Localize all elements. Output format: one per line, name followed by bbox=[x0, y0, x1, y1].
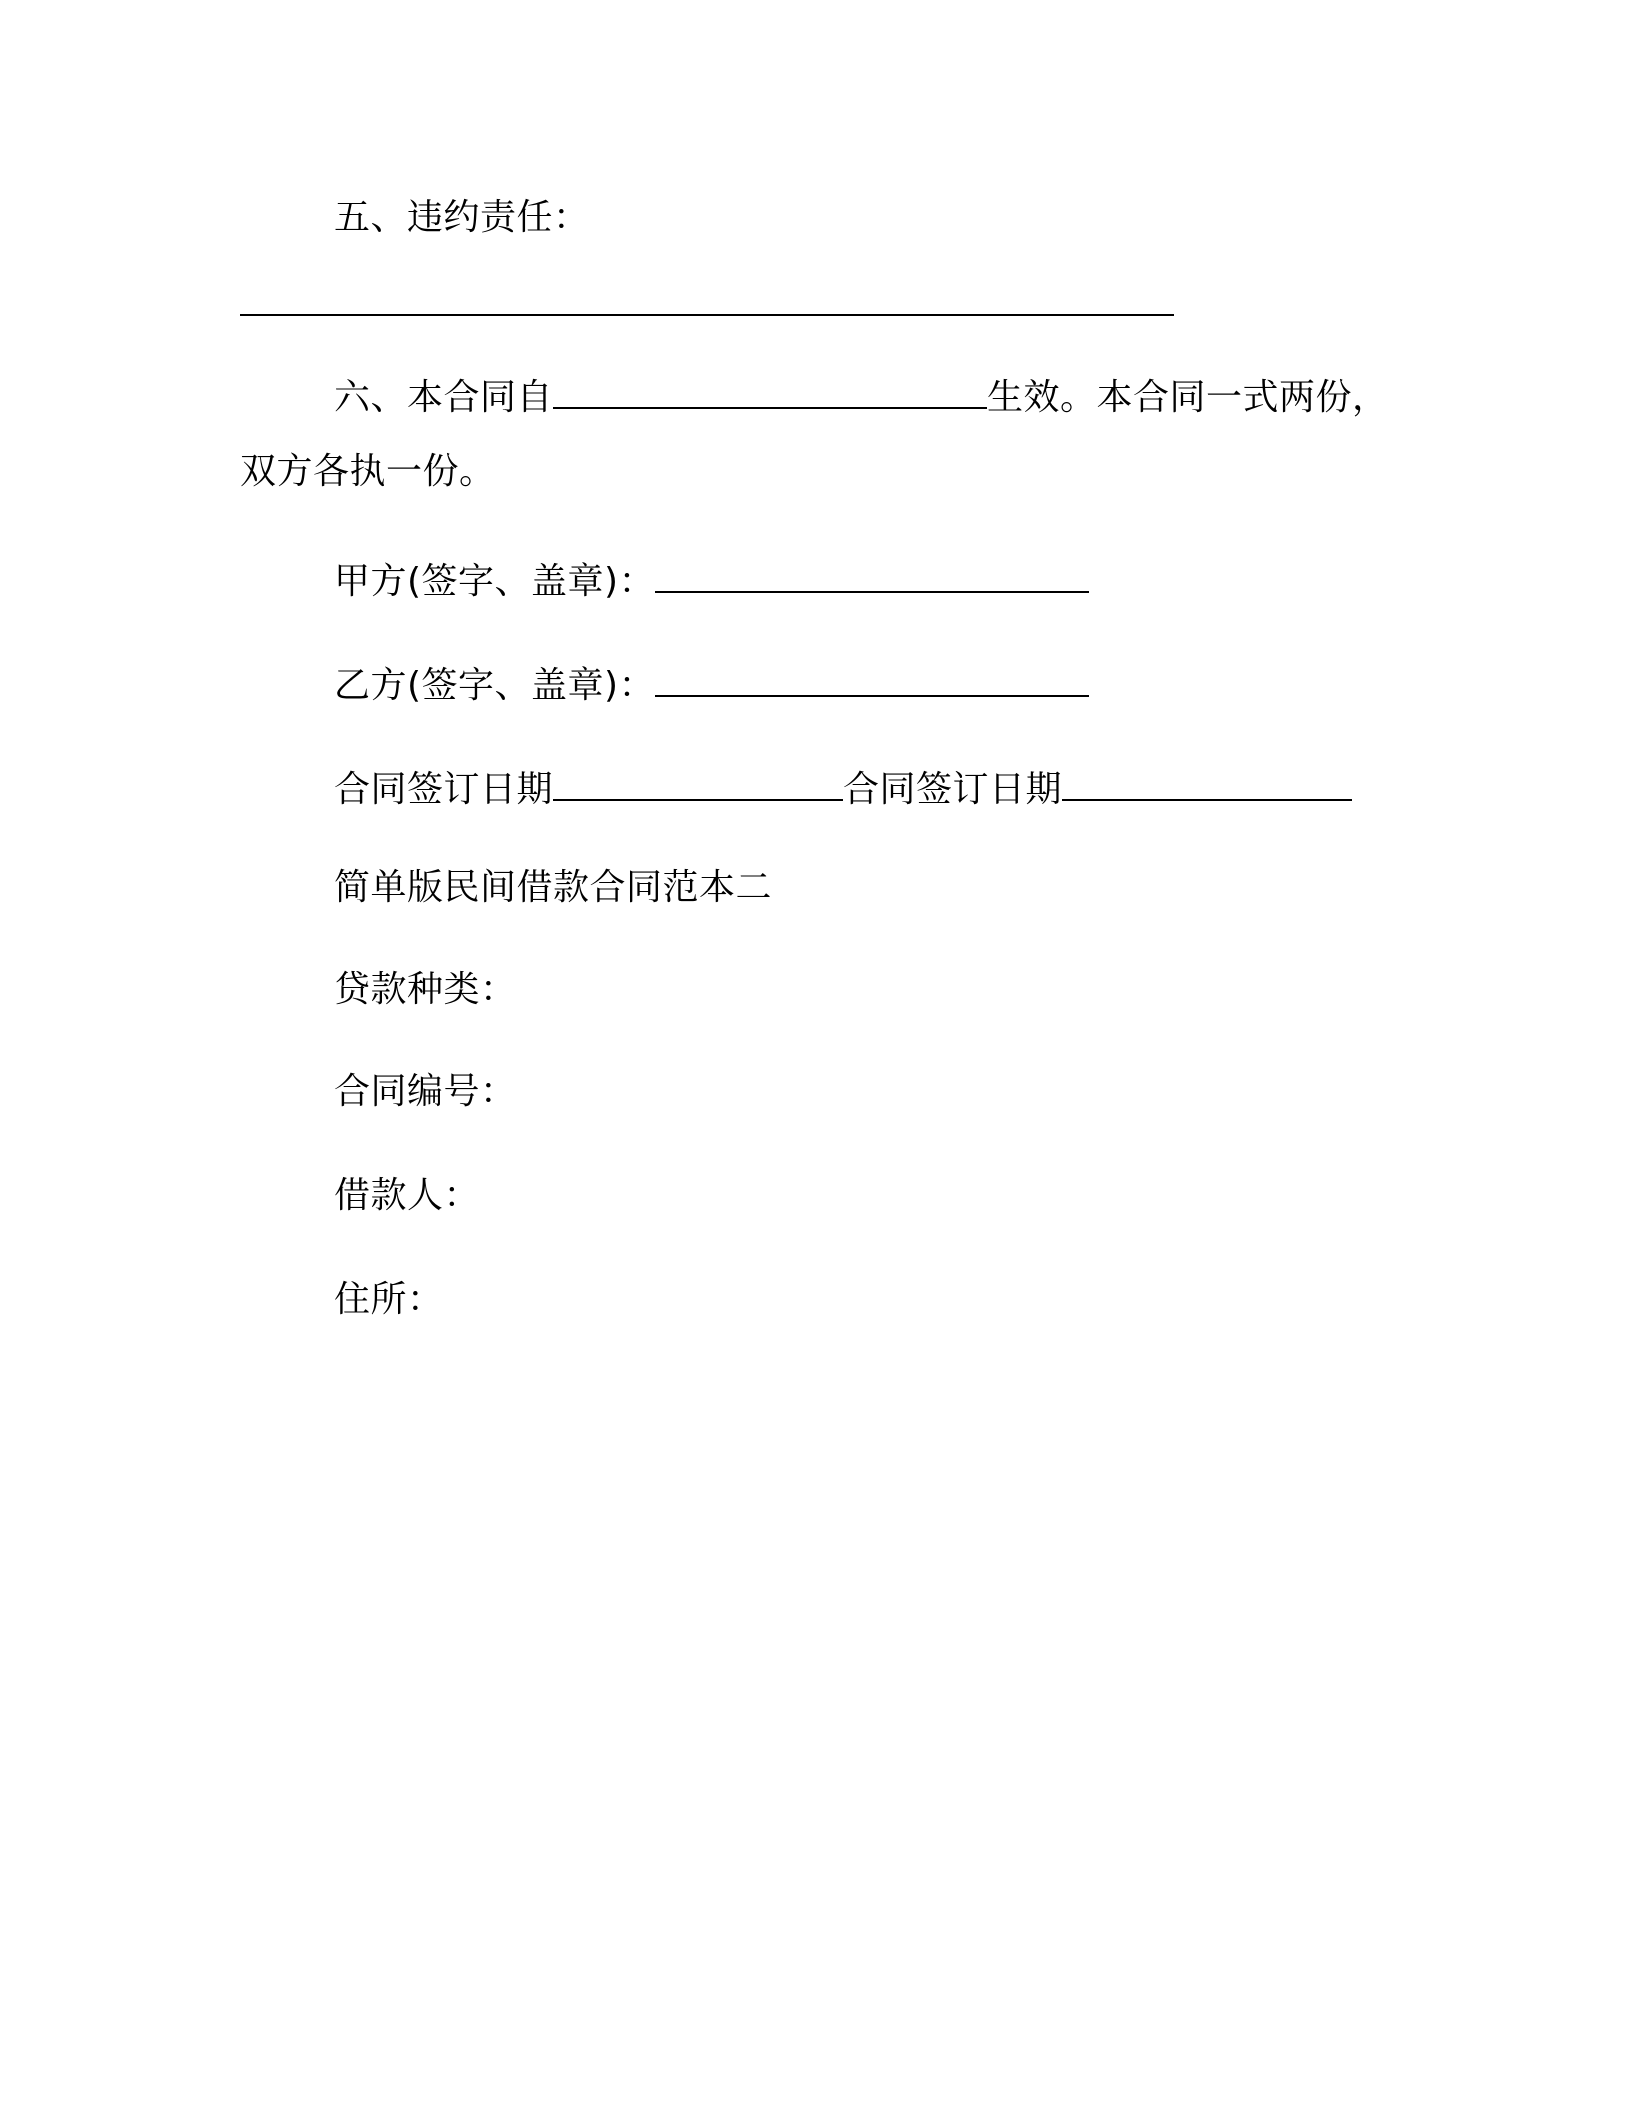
sign-date-line bbox=[334, 768, 1352, 812]
party-a-signature bbox=[334, 560, 1089, 604]
party-b-signature bbox=[334, 664, 1089, 708]
party-a-blank bbox=[655, 561, 1089, 593]
section6-prefix: 六、本合同自 bbox=[334, 377, 554, 418]
party-b-blank bbox=[655, 665, 1089, 697]
address-label: 住所： bbox=[334, 1279, 444, 1320]
sign-date-blank-1 bbox=[553, 769, 843, 801]
sample2-title: 简单版民间借款合同范本二 bbox=[334, 867, 773, 908]
section5-heading: 五、违约责任： bbox=[334, 197, 590, 238]
party-b-label: 乙方(签字、盖章)： bbox=[334, 665, 656, 706]
section6-line1 bbox=[334, 376, 1389, 420]
loan-type-label: 贷款种类： bbox=[334, 969, 517, 1010]
section6-suffix: 生效。本合同一式两份， bbox=[987, 377, 1389, 418]
sign-date-blank-2 bbox=[1062, 769, 1352, 801]
borrower-label: 借款人： bbox=[334, 1175, 481, 1216]
sign-date-label-1: 合同签订日期 bbox=[334, 769, 554, 810]
sign-date-label-2: 合同签订日期 bbox=[843, 769, 1063, 810]
effective-date-blank bbox=[553, 377, 987, 409]
section6-line2: 双方各执一份。 bbox=[240, 451, 496, 492]
section5-blank-line bbox=[240, 314, 1174, 316]
party-a-label: 甲方(签字、盖章)： bbox=[334, 561, 656, 602]
contract-no-label: 合同编号： bbox=[334, 1071, 517, 1112]
